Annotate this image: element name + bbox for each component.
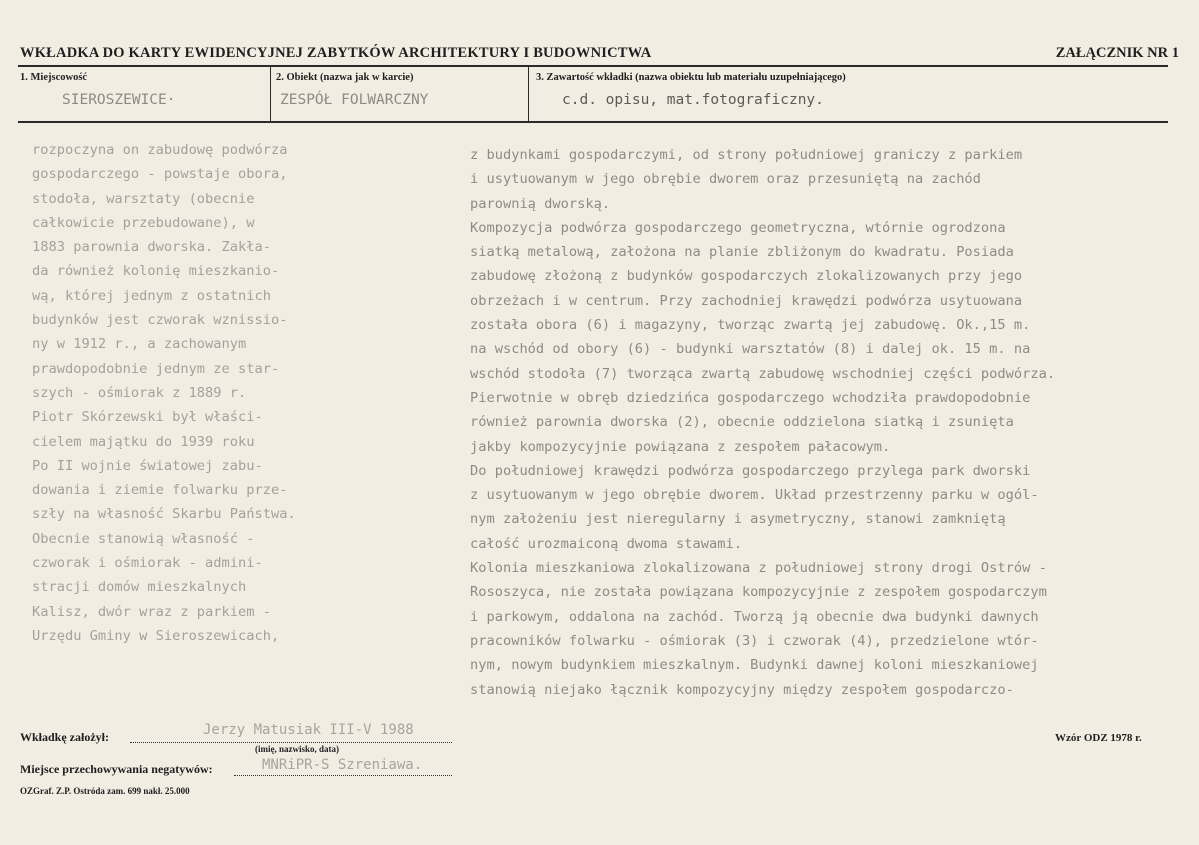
text-line: prawdopodobnie jednym ze star-: [32, 360, 280, 377]
text-line: jakby kompozycyjnie powiązana z zespołem pałacowym.: [470, 438, 891, 455]
text-line: siatką metalową, założona na planie zbliżonym do kwadratu. Posiada: [470, 244, 1014, 261]
text-line: stracji domów mieszkalnych: [32, 579, 247, 596]
text-line: stodoła, warsztaty (obecnie: [32, 190, 255, 207]
text-line: Rososzyca, nie została powiązana kompozycyjnie z zespołem gospodarczym: [470, 584, 1047, 601]
text-line: Pierwotnie w obręb dziedzińca gospodarczego wchodziła prawdopodobnie: [470, 389, 1031, 406]
object-label: 2. Obiekt (nazwa jak w karcie): [276, 72, 414, 83]
text-line: da również kolonię mieszkanio-: [32, 263, 280, 280]
text-line: Do południowej krawędzi podwórza gospodarczego przylega park dworski: [470, 462, 1031, 479]
negatives-dotted-line: [234, 775, 452, 776]
text-line: szły na własność Skarbu Państwa.: [32, 506, 296, 523]
author-label: Wkładkę założył:: [20, 730, 109, 744]
text-line: obrzeżach i w centrum. Przy zachodniej krawędzi podwórza usytuowana: [470, 292, 1023, 309]
text-line: całkowicie przebudowane), w: [32, 214, 255, 231]
card-title: WKŁADKA DO KARTY EWIDENCYJNEJ ZABYTKÓW ARCHITEKTURY I BUDOWNICTWA: [20, 45, 652, 61]
text-line: szych - ośmiorak z 1889 r.: [32, 384, 247, 401]
text-line: i parkowym, oddalona na zachód. Tworzą ją obecnie dwa budynki dawnych: [470, 608, 1039, 625]
text-line: nym, nowym budynkiem mieszkalnym. Budynki dawnej koloni mieszkaniowej: [470, 657, 1039, 674]
locality-label: 1. Miejscowość: [20, 72, 88, 83]
text-line: Kalisz, dwór wraz z parkiem -: [32, 603, 271, 620]
text-line: Piotr Skórzewski był właści-: [32, 409, 263, 426]
text-line: z usytuowanym w jego obrębie dworem. Układ przestrzenny parku w ogól-: [470, 487, 1039, 504]
text-line: Urzędu Gminy w Sieroszewicach,: [32, 627, 280, 644]
text-line: cielem majątku do 1939 roku: [32, 433, 255, 450]
text-line: na wschód od obory (6) - budynki warsztatów (8) i dalej ok. 15 m. na: [470, 341, 1031, 358]
text-line: z budynkami gospodarczymi, od strony południowej graniczy z parkiem: [470, 147, 1023, 163]
text-line: czworak i ośmiorak - admini-: [32, 555, 263, 572]
text-line: Kolonia mieszkaniowa zlokalizowana z południowej strony drogi Ostrów -: [470, 560, 1047, 577]
text-line: pracowników folwarku - ośmiorak (3) i czworak (4), przedzielone wtór-: [470, 632, 1039, 649]
left-text-column: [32, 138, 296, 648]
header-bottom-rule: [18, 121, 1168, 123]
text-line: Po II wojnie światowej zabu-: [32, 457, 263, 474]
text-line: gospodarczego - powstaje obora,: [32, 166, 288, 183]
text-line: dowania i ziemie folwarku prze-: [32, 482, 288, 499]
author-hint: (imię, nazwisko, data): [255, 744, 339, 754]
annex-number: ZAŁĄCZNIK NR 1: [1055, 45, 1179, 61]
text-line: wą, której jednym z ostatnich: [32, 287, 271, 304]
author-dotted-line: [130, 742, 452, 743]
form-pattern: Wzór ODZ 1978 r.: [1055, 732, 1142, 744]
text-line: rozpoczyna on zabudowę podwórza: [32, 142, 288, 158]
text-line: parownią dworską.: [470, 195, 611, 212]
text-line: stanowią niejako łącznik kompozycyjny między zespołem gospodarczo-: [470, 681, 1014, 698]
author-value: Jerzy Matusiak III-V 1988: [203, 722, 414, 738]
header-top-rule: [18, 65, 1168, 67]
text-line: 1883 parownia dworska. Zakła-: [32, 239, 271, 256]
field-divider-2: [528, 65, 529, 122]
text-line: nym założeniu jest nieregularny i asymetryczny, stanowi zamkniętą: [470, 511, 1006, 528]
text-line: została obora (6) i magazyny, tworząc zwartą jej zabudowę. Ok.,15 m.: [470, 317, 1031, 334]
text-line: również parownia dworska (2), obecnie oddzielona siatką i zsunięta: [470, 414, 1014, 431]
right-text-column: [470, 143, 1055, 702]
content-label: 3. Zawartość wkładki (nazwa obiektu lub materiału uzupełniającego): [536, 72, 846, 83]
print-note: OZGraf. Z.P. Ostróda zam. 699 nakł. 25.000: [20, 786, 190, 796]
text-line: i usytuowanym w jego obrębie dworem oraz przesuniętą na zachód: [470, 171, 981, 188]
locality-value: SIEROSZEWICE·: [62, 92, 176, 108]
text-line: zabudowę złożoną z budynków gospodarczych zlokalizowanych przy jego: [470, 268, 1023, 285]
text-line: Obecnie stanowią własność -: [32, 530, 255, 547]
text-line: ny w 1912 r., a zachowanym: [32, 336, 247, 353]
text-line: budynków jest czworak wznissio-: [32, 312, 288, 329]
negatives-label: Miejsce przechowywania negatywów:: [20, 762, 213, 776]
text-line: całość urozmaiconą dwoma stawami.: [470, 535, 742, 552]
text-line: Kompozycja podwórza gospodarczego geometryczna, wtórnie ogrodzona: [470, 219, 1006, 236]
text-line: wschód stodoła (7) tworząca zwartą zabudowę wschodniej części podwórza.: [470, 365, 1056, 382]
field-divider-1: [270, 65, 271, 122]
object-value: ZESPÓŁ FOLWARCZNY: [280, 92, 429, 108]
negatives-value: MNRiPR-S Szreniawa.: [262, 757, 423, 773]
content-value: c.d. opisu, mat.fotograficzny.: [562, 92, 824, 108]
